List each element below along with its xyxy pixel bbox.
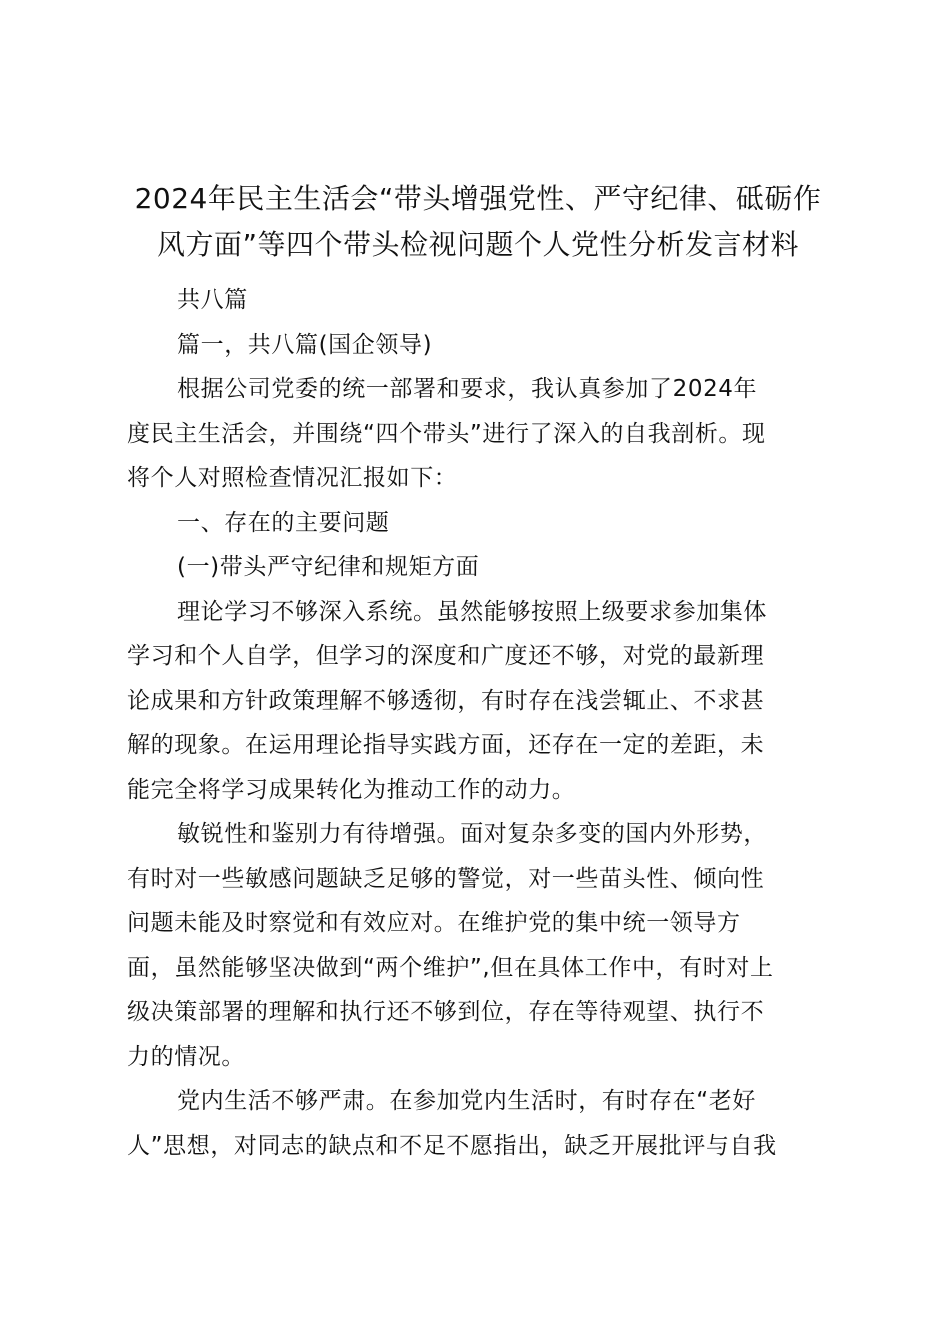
paragraph-line: 度民主生活会，并围绕“四个带头”进行了深入的自我剖析。现 xyxy=(127,420,766,447)
paragraph-line: 级决策部署的理解和执行还不够到位，存在等待观望、执行不 xyxy=(127,999,765,1025)
paragraph-line: 论成果和方针政策理解不够透彻，有时存在浅尝辄止、不求甚 xyxy=(127,687,765,714)
title-line: 风方面”等四个带头检视问题个人党性分析发言材料 xyxy=(156,228,799,261)
paragraph-line: (一)带头严守纪律和规矩方面 xyxy=(177,554,480,580)
paragraph-line: 问题未能及时察觉和有效应对。在维护党的集中统一领导方 xyxy=(127,910,741,936)
paragraph-line: 共八篇 xyxy=(177,287,248,313)
document-body xyxy=(127,278,832,1168)
paragraph-line: 力的情况。 xyxy=(127,1043,245,1070)
paragraph-line: 理论学习不够深入系统。虽然能够按照上级要求参加集体 xyxy=(177,598,767,625)
paragraph-line: 解的现象。在运用理论指导实践方面，还存在一定的差距，未 xyxy=(127,732,765,758)
title-line: 2024年民主生活会“带头增强党性、严守纪律、砥砺作 xyxy=(134,182,822,215)
document-title xyxy=(118,176,838,268)
paragraph-line: 人”思想，对同志的缺点和不足不愿指出，缺乏开展批评与自我 xyxy=(127,1132,777,1159)
paragraph-line: 篇一，共八篇(国企领导) xyxy=(177,331,433,358)
paragraph-line: 党内生活不够严肃。在参加党内生活时，有时存在“老好 xyxy=(177,1088,756,1114)
paragraph-line: 一、存在的主要问题 xyxy=(177,509,390,536)
paragraph-line: 有时对一些敏感问题缺乏足够的警觉，对一些苗头性、倾向性 xyxy=(127,865,765,892)
paragraph-line: 能完全将学习成果转化为推动工作的动力。 xyxy=(127,776,576,803)
paragraph-line: 学习和个人自学，但学习的深度和广度还不够，对党的最新理 xyxy=(127,643,765,669)
paragraph-line: 将个人对照检查情况汇报如下： xyxy=(127,465,458,491)
paragraph-line: 根据公司党委的统一部署和要求，我认真参加了2024年 xyxy=(177,376,758,402)
paragraph-line: 敏锐性和鉴别力有待增强。面对复杂多变的国内外形势， xyxy=(177,821,767,847)
paragraph-line: 面，虽然能够坚决做到“两个维护”,但在具体工作中，有时对上 xyxy=(127,954,774,981)
